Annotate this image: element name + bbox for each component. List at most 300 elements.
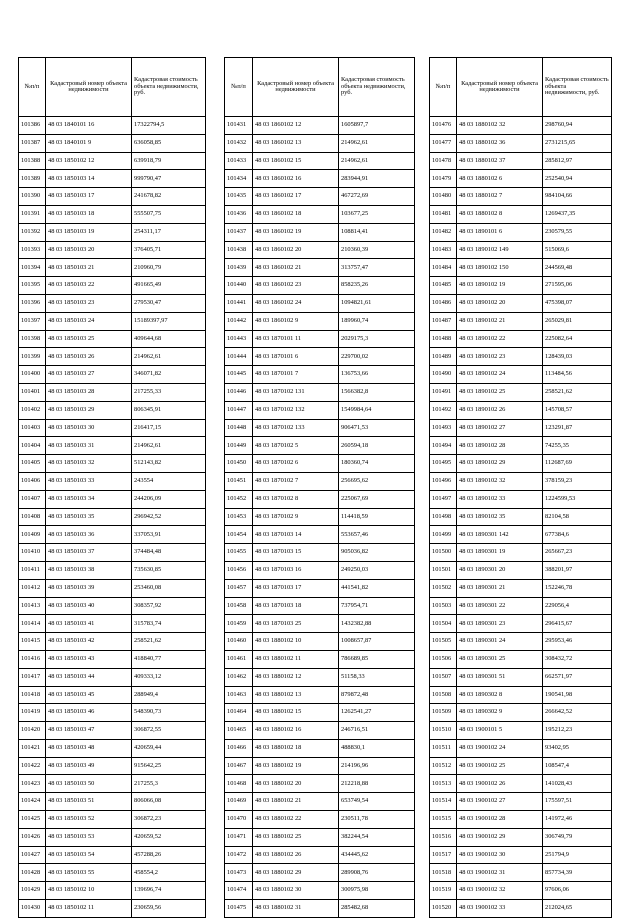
table-row: [430, 544, 612, 562]
header-num: №п/п: [225, 58, 253, 117]
cadastral-value: 382244,54: [339, 828, 415, 846]
row-number: 101415: [19, 633, 46, 651]
table-row: [19, 686, 206, 704]
cadastral-value: 241678,82: [132, 188, 206, 206]
row-number: 101406: [19, 472, 46, 490]
cadastral-value: 195212,23: [543, 722, 612, 740]
row-number: 101436: [225, 205, 253, 223]
row-number: 101407: [19, 490, 46, 508]
row-number: 101392: [19, 223, 46, 241]
table-row: [430, 348, 612, 366]
cadastral-value: 491665,49: [132, 277, 206, 295]
cadastral-number: 48 03 1880102 10: [253, 633, 339, 651]
table-row: [225, 739, 415, 757]
row-number: 101517: [430, 846, 457, 864]
table-row: [19, 188, 206, 206]
cadastral-number: 48 03 1890102 32: [457, 472, 543, 490]
cadastral-number: 48 03 1870102 133: [253, 419, 339, 437]
cadastral-value: 298760,94: [543, 117, 612, 135]
cadastral-number: 48 03 1900102 29: [457, 828, 543, 846]
row-number: 101447: [225, 401, 253, 419]
cadastral-value: 1432382,88: [339, 615, 415, 633]
cadastral-value: 806066,08: [132, 793, 206, 811]
table-row: [19, 117, 206, 135]
table-row: [225, 170, 415, 188]
row-number: 101423: [19, 775, 46, 793]
cadastral-value: 434445,62: [339, 846, 415, 864]
cadastral-value: 288949,4: [132, 686, 206, 704]
cadastral-value: 108814,41: [339, 223, 415, 241]
row-number: 101516: [430, 828, 457, 846]
cadastral-number: 48 03 1850103 32: [46, 455, 132, 473]
table-row: [225, 419, 415, 437]
cadastral-value: 1566382,8: [339, 383, 415, 401]
row-number: 101442: [225, 312, 253, 330]
row-number: 101504: [430, 615, 457, 633]
table-row: [19, 811, 206, 829]
table-row: [430, 668, 612, 686]
cadastral-number: 48 03 1890301 24: [457, 633, 543, 651]
cadastral-number: 48 03 1850103 48: [46, 739, 132, 757]
cadastral-value: 216417,15: [132, 419, 206, 437]
cadastral-value: 189960,74: [339, 312, 415, 330]
table-row: [19, 383, 206, 401]
cadastral-value: 306749,79: [543, 828, 612, 846]
cadastral-number: 48 03 1890102 28: [457, 437, 543, 455]
cadastral-value: 409333,12: [132, 668, 206, 686]
cadastral-value: 999790,47: [132, 170, 206, 188]
cadastral-value: 253460,08: [132, 579, 206, 597]
row-number: 101400: [19, 366, 46, 384]
row-number: 101433: [225, 152, 253, 170]
cadastral-number: 48 03 1850103 50: [46, 775, 132, 793]
cadastral-number: 48 03 1880102 21: [253, 793, 339, 811]
row-number: 101465: [225, 722, 253, 740]
table-row: [430, 117, 612, 135]
table-row: [225, 437, 415, 455]
cadastral-number: 48 03 1870102 5: [253, 437, 339, 455]
row-number: 101389: [19, 170, 46, 188]
cadastral-number: 48 03 1890301 51: [457, 668, 543, 686]
row-number: 101432: [225, 134, 253, 152]
table-header-row: [430, 58, 612, 117]
row-number: 101425: [19, 811, 46, 829]
row-number: 101409: [19, 526, 46, 544]
cadastral-number: 48 03 1880102 32: [457, 117, 543, 135]
row-number: 101431: [225, 117, 253, 135]
cadastral-number: 48 03 1860102 18: [253, 205, 339, 223]
cadastral-value: 214962,61: [339, 134, 415, 152]
table-row: [430, 472, 612, 490]
cadastral-value: 289908,76: [339, 864, 415, 882]
cadastral-number: 48 03 1850103 46: [46, 704, 132, 722]
table-row: [19, 775, 206, 793]
table-row: [225, 793, 415, 811]
table-row: [19, 134, 206, 152]
cadastral-number: 48 03 1870103 14: [253, 526, 339, 544]
table-row: [225, 383, 415, 401]
cadastral-number: 48 03 1860102 20: [253, 241, 339, 259]
table-row: [225, 828, 415, 846]
cadastral-number: 48 03 1890102 150: [457, 259, 543, 277]
table-row: [225, 330, 415, 348]
row-number: 101477: [430, 134, 457, 152]
cadastral-number: 48 03 1850102 11: [46, 900, 132, 918]
table-row: [225, 205, 415, 223]
row-number: 101456: [225, 561, 253, 579]
row-number: 101491: [430, 383, 457, 401]
row-number: 101435: [225, 188, 253, 206]
cadastral-value: 108547,4: [543, 757, 612, 775]
row-number: 101471: [225, 828, 253, 846]
cadastral-number: 48 03 1890301 25: [457, 650, 543, 668]
cadastral-value: 112687,69: [543, 455, 612, 473]
table-row: [225, 722, 415, 740]
row-number: 101505: [430, 633, 457, 651]
row-number: 101496: [430, 472, 457, 490]
cadastral-number: 48 03 1850103 22: [46, 277, 132, 295]
row-number: 101464: [225, 704, 253, 722]
row-number: 101467: [225, 757, 253, 775]
table-row: [430, 277, 612, 295]
row-number: 101500: [430, 544, 457, 562]
cadastral-number: 48 03 1880102 12: [253, 668, 339, 686]
table-row: [19, 312, 206, 330]
cadastral-number: 48 03 1850103 41: [46, 615, 132, 633]
cadastral-value: 51158,33: [339, 668, 415, 686]
cadastral-value: 152246,78: [543, 579, 612, 597]
table-row: [430, 152, 612, 170]
row-number: 101441: [225, 294, 253, 312]
cadastral-number: 48 03 1890102 25: [457, 383, 543, 401]
table-row: [225, 366, 415, 384]
cadastral-number: 48 03 1880102 31: [253, 900, 339, 918]
row-number: 101478: [430, 152, 457, 170]
cadastral-value: 295953,46: [543, 633, 612, 651]
cadastral-value: 225067,69: [339, 490, 415, 508]
cadastral-number: 48 03 1890102 22: [457, 330, 543, 348]
row-number: 101457: [225, 579, 253, 597]
cadastral-value: 1094821,61: [339, 294, 415, 312]
table-row: [225, 882, 415, 900]
cadastral-number: 48 03 1850103 25: [46, 330, 132, 348]
table-row: [19, 722, 206, 740]
cadastral-number: 48 03 1850103 51: [46, 793, 132, 811]
row-number: 101438: [225, 241, 253, 259]
row-number: 101420: [19, 722, 46, 740]
table-row: [19, 526, 206, 544]
row-number: 101450: [225, 455, 253, 473]
row-number: 101391: [19, 205, 46, 223]
cadastral-number: 48 03 1880102 29: [253, 864, 339, 882]
row-number: 101452: [225, 490, 253, 508]
row-number: 101408: [19, 508, 46, 526]
row-number: 101404: [19, 437, 46, 455]
cadastral-number: 48 03 1880102 37: [457, 152, 543, 170]
row-number: 101412: [19, 579, 46, 597]
table-row: [225, 544, 415, 562]
row-number: 101480: [430, 188, 457, 206]
cadastral-number: 48 03 1870102 131: [253, 383, 339, 401]
row-number: 101462: [225, 668, 253, 686]
row-number: 101440: [225, 277, 253, 295]
cadastral-value: 74255,35: [543, 437, 612, 455]
cadastral-value: 879872,48: [339, 686, 415, 704]
row-number: 101399: [19, 348, 46, 366]
table-row: [19, 277, 206, 295]
table-row: [19, 330, 206, 348]
row-number: 101481: [430, 205, 457, 223]
cadastral-number: 48 03 1880102 26: [253, 846, 339, 864]
cadastral-value: 458554,2: [132, 864, 206, 882]
cadastral-value: 136753,66: [339, 366, 415, 384]
cadastral-number: 48 03 1860102 12: [253, 117, 339, 135]
cadastral-number: 48 03 1870103 15: [253, 544, 339, 562]
cadastral-number: 48 03 1860102 23: [253, 277, 339, 295]
table-row: [430, 259, 612, 277]
cadastral-value: 512143,82: [132, 455, 206, 473]
cadastral-value: 409644,68: [132, 330, 206, 348]
row-number: 101394: [19, 259, 46, 277]
table-row: [430, 223, 612, 241]
row-number: 101451: [225, 472, 253, 490]
header-cost: Кадастровая стоимость объекта недвижимости, руб.: [132, 58, 206, 117]
cadastral-number: 48 03 1890102 27: [457, 419, 543, 437]
cadastral-table-3: [429, 57, 612, 918]
cadastral-value: 1262541,27: [339, 704, 415, 722]
table-row: [225, 526, 415, 544]
cadastral-number: 48 03 1890301 23: [457, 615, 543, 633]
cadastral-number: 48 03 1880102 36: [457, 134, 543, 152]
cadastral-value: 244569,48: [543, 259, 612, 277]
table-row: [225, 401, 415, 419]
cadastral-value: 260594,18: [339, 437, 415, 455]
table-row: [430, 455, 612, 473]
cadastral-number: 48 03 1870103 25: [253, 615, 339, 633]
row-number: 101512: [430, 757, 457, 775]
cadastral-value: 141972,46: [543, 811, 612, 829]
row-number: 101476: [430, 117, 457, 135]
cadastral-value: 246716,51: [339, 722, 415, 740]
cadastral-number: 48 03 1850103 53: [46, 828, 132, 846]
table-row: [19, 294, 206, 312]
row-number: 101488: [430, 330, 457, 348]
table-row: [19, 401, 206, 419]
cadastral-value: 420659,52: [132, 828, 206, 846]
cadastral-value: 214962,61: [339, 152, 415, 170]
row-number: 101472: [225, 846, 253, 864]
cadastral-value: 229056,4: [543, 597, 612, 615]
row-number: 101449: [225, 437, 253, 455]
cadastral-number: 48 03 1880102 15: [253, 704, 339, 722]
cadastral-number: 48 03 1850103 40: [46, 597, 132, 615]
row-number: 101401: [19, 383, 46, 401]
cadastral-value: 915642,25: [132, 757, 206, 775]
row-number: 101497: [430, 490, 457, 508]
row-number: 101396: [19, 294, 46, 312]
cadastral-number: 48 03 1850103 43: [46, 650, 132, 668]
cadastral-value: 266642,52: [543, 704, 612, 722]
row-number: 101427: [19, 846, 46, 864]
cadastral-value: 230579,55: [543, 223, 612, 241]
header-num: №п/п: [430, 58, 457, 117]
row-number: 101388: [19, 152, 46, 170]
table-row: [225, 650, 415, 668]
cadastral-value: 306872,23: [132, 811, 206, 829]
header-cost: Кадастровая стоимость объекта недвижимости, руб.: [543, 58, 612, 117]
cadastral-number: 48 03 1860102 19: [253, 223, 339, 241]
table-row: [430, 793, 612, 811]
table-row: [19, 259, 206, 277]
cadastral-value: 306872,55: [132, 722, 206, 740]
row-number: 101446: [225, 383, 253, 401]
table-row: [19, 757, 206, 775]
table-row: [430, 739, 612, 757]
cadastral-value: 300975,98: [339, 882, 415, 900]
cadastral-number: 48 03 1890101 6: [457, 223, 543, 241]
row-number: 101510: [430, 722, 457, 740]
table-row: [430, 294, 612, 312]
table-row: [19, 544, 206, 562]
cadastral-number: 48 03 1880102 20: [253, 775, 339, 793]
table-row: [19, 615, 206, 633]
row-number: 101470: [225, 811, 253, 829]
table-row: [430, 561, 612, 579]
cadastral-value: 214962,61: [132, 437, 206, 455]
row-number: 101397: [19, 312, 46, 330]
cadastral-number: 48 03 1870103 16: [253, 561, 339, 579]
table-row: [19, 508, 206, 526]
table-row: [430, 633, 612, 651]
row-number: 101506: [430, 650, 457, 668]
cadastral-value: 212218,88: [339, 775, 415, 793]
table-row: [430, 490, 612, 508]
table-row: [430, 383, 612, 401]
cadastral-value: 677384,6: [543, 526, 612, 544]
row-number: 101489: [430, 348, 457, 366]
cadastral-value: 378159,23: [543, 472, 612, 490]
row-number: 101474: [225, 882, 253, 900]
cadastral-number: 48 03 1850103 24: [46, 312, 132, 330]
cadastral-value: 2731215,65: [543, 134, 612, 152]
cadastral-number: 48 03 1900102 31: [457, 864, 543, 882]
cadastral-number: 48 03 1850103 38: [46, 561, 132, 579]
cadastral-value: 418840,77: [132, 650, 206, 668]
cadastral-value: 190541,98: [543, 686, 612, 704]
row-number: 101454: [225, 526, 253, 544]
cadastral-number: 48 03 1880102 13: [253, 686, 339, 704]
cadastral-value: 145708,57: [543, 401, 612, 419]
row-number: 101514: [430, 793, 457, 811]
cadastral-value: 285812,97: [543, 152, 612, 170]
table-row: [225, 134, 415, 152]
table-row: [225, 615, 415, 633]
cadastral-value: 217255,33: [132, 383, 206, 401]
row-number: 101487: [430, 312, 457, 330]
row-number: 101405: [19, 455, 46, 473]
table-row: [19, 793, 206, 811]
row-number: 101509: [430, 704, 457, 722]
cadastral-value: 256695,62: [339, 472, 415, 490]
row-number: 101424: [19, 793, 46, 811]
cadastral-number: 48 03 1870102 6: [253, 455, 339, 473]
table-row: [19, 490, 206, 508]
table-row: [430, 828, 612, 846]
row-number: 101493: [430, 419, 457, 437]
table-row: [225, 561, 415, 579]
row-number: 101390: [19, 188, 46, 206]
table-row: [430, 864, 612, 882]
cadastral-number: 48 03 1850103 18: [46, 205, 132, 223]
cadastral-value: 180360,74: [339, 455, 415, 473]
header-cost: Кадастровая стоимость объекта недвижимости, руб.: [339, 58, 415, 117]
cadastral-number: 48 03 1870101 7: [253, 366, 339, 384]
table-row: [430, 241, 612, 259]
table-row: [225, 490, 415, 508]
cadastral-number: 48 03 1890102 33: [457, 490, 543, 508]
table-row: [225, 846, 415, 864]
row-number: 101421: [19, 739, 46, 757]
cadastral-number: 48 03 1850103 29: [46, 401, 132, 419]
cadastral-value: 103677,25: [339, 205, 415, 223]
row-number: 101460: [225, 633, 253, 651]
cadastral-value: 93402,95: [543, 739, 612, 757]
cadastral-value: 553657,46: [339, 526, 415, 544]
table-row: [225, 312, 415, 330]
cadastral-number: 48 03 1850103 31: [46, 437, 132, 455]
row-number: 101513: [430, 775, 457, 793]
cadastral-value: 1549984,64: [339, 401, 415, 419]
cadastral-value: 806345,91: [132, 401, 206, 419]
cadastral-value: 555507,75: [132, 205, 206, 223]
table-row: [19, 241, 206, 259]
cadastral-number: 48 03 1880102 22: [253, 811, 339, 829]
row-number: 101428: [19, 864, 46, 882]
table-row: [430, 170, 612, 188]
table-row: [430, 811, 612, 829]
cadastral-value: 128439,03: [543, 348, 612, 366]
cadastral-number: 48 03 1860102 21: [253, 259, 339, 277]
cadastral-number: 48 03 1890102 24: [457, 366, 543, 384]
cadastral-table-1: [18, 57, 206, 918]
cadastral-number: 48 03 1850103 42: [46, 633, 132, 651]
cadastral-number: 48 03 1900102 27: [457, 793, 543, 811]
row-number: 101466: [225, 739, 253, 757]
cadastral-value: 114418,59: [339, 508, 415, 526]
cadastral-number: 48 03 1880102 7: [457, 188, 543, 206]
cadastral-number: 48 03 1860102 17: [253, 188, 339, 206]
cadastral-number: 48 03 1890301 19: [457, 544, 543, 562]
cadastral-number: 48 03 1850103 36: [46, 526, 132, 544]
cadastral-number: 48 03 1890102 29: [457, 455, 543, 473]
table-row: [19, 668, 206, 686]
cadastral-number: 48 03 1860102 15: [253, 152, 339, 170]
table-row: [19, 561, 206, 579]
table-row: [225, 686, 415, 704]
cadastral-value: 1008657,87: [339, 633, 415, 651]
cadastral-value: 488830,1: [339, 739, 415, 757]
cadastral-number: 48 03 1850103 39: [46, 579, 132, 597]
cadastral-number: 48 03 1850102 12: [46, 152, 132, 170]
cadastral-number: 48 03 1860102 16: [253, 170, 339, 188]
table-row: [225, 472, 415, 490]
table-row: [225, 633, 415, 651]
table-row: [430, 775, 612, 793]
cadastral-value: 217255,3: [132, 775, 206, 793]
cadastral-value: 230659,56: [132, 900, 206, 918]
cadastral-value: 97606,06: [543, 882, 612, 900]
row-number: 101434: [225, 170, 253, 188]
